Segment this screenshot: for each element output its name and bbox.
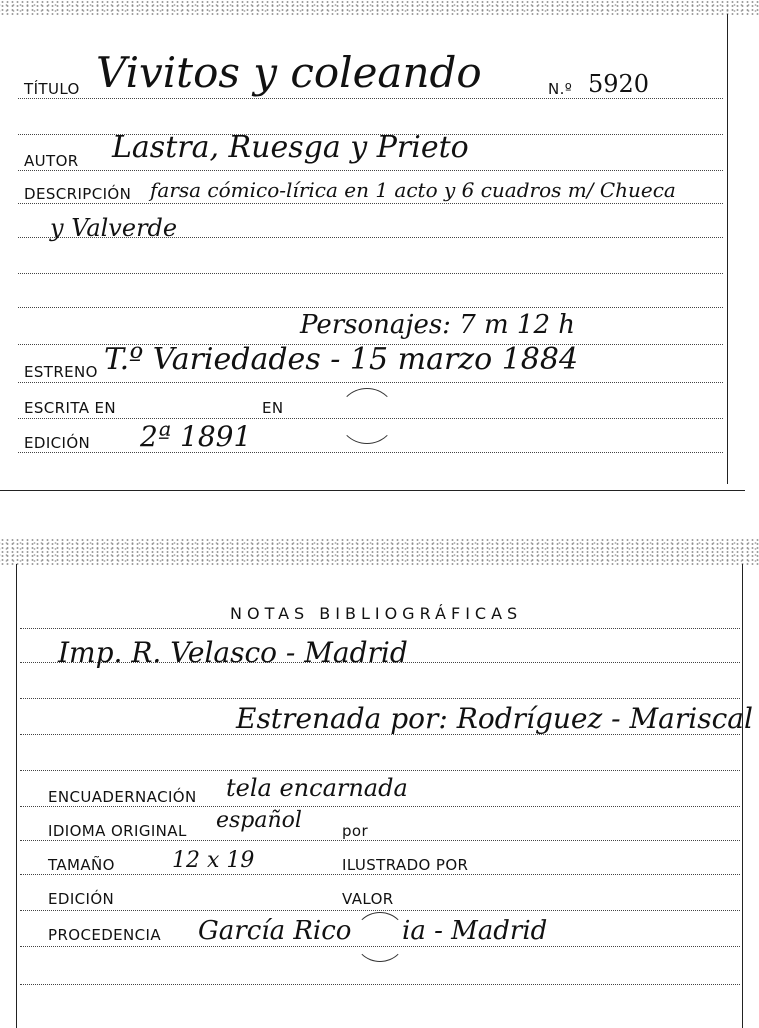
procedencia-label: PROCEDENCIA <box>48 926 162 944</box>
encuadernacion-value: tela encarnada <box>226 774 408 802</box>
tamano-value: 12 x 19 <box>172 848 255 873</box>
card-bottom-left-border <box>16 564 17 1028</box>
tamano-label: TAMAÑO <box>48 856 115 874</box>
numero-value: 5920 <box>588 70 650 98</box>
descripcion-line2: y Valverde <box>50 214 178 242</box>
ruled-line <box>20 910 740 911</box>
card-bottom-right-border <box>742 564 743 1028</box>
por-label: por <box>342 822 369 840</box>
titulo-value: Vivitos y coleando <box>96 48 482 97</box>
note-line-2: Estrenada por: Rodríguez - Mariscal <box>236 702 753 735</box>
ruled-line <box>20 984 740 985</box>
autor-label: AUTOR <box>24 152 79 170</box>
edicion-label: EDICIÓN <box>24 434 91 452</box>
descripcion-line1: farsa cómico-lírica en 1 acto y 6 cuadros m/ Chueca <box>150 178 676 202</box>
card-bottom-edge-texture <box>0 538 759 566</box>
idioma-label: IDIOMA ORIGINAL <box>48 822 187 840</box>
catalog-card-top <box>0 0 759 500</box>
autor-value: Lastra, Ruesga y Prieto <box>112 130 469 165</box>
notas-heading: NOTAS BIBLIOGRÁFICAS <box>230 604 523 623</box>
escrita-label: ESCRITA EN <box>24 399 117 417</box>
encuadernacion-label: ENCUADERNACIÓN <box>48 788 197 806</box>
valor-label: VALOR <box>342 890 394 908</box>
personajes-note: Personajes: 7 m 12 h <box>300 310 576 340</box>
edicion-label-bottom: EDICIÓN <box>48 890 115 908</box>
estreno-label: ESTRENO <box>24 363 98 381</box>
ruled-line <box>20 698 740 699</box>
estreno-value: T.º Variedades - 15 marzo 1884 <box>104 342 579 377</box>
ruled-line <box>20 770 740 771</box>
ruled-line <box>18 307 723 308</box>
numero-label: N.º <box>548 80 573 98</box>
ruled-line <box>18 203 723 204</box>
ruled-line <box>18 273 723 274</box>
ruled-line <box>18 98 723 99</box>
note-line-1: Imp. R. Velasco - Madrid <box>58 636 408 669</box>
ruled-line <box>18 452 723 453</box>
ruled-line <box>20 806 740 807</box>
idioma-value: español <box>216 808 302 833</box>
ruled-line <box>20 840 740 841</box>
en-label: EN <box>262 399 284 417</box>
catalog-card-bottom <box>0 538 759 1028</box>
descripcion-label: DESCRIPCIÓN <box>24 185 132 203</box>
ruled-line <box>20 628 740 629</box>
edicion-value: 2ª 1891 <box>140 420 252 453</box>
library-stamp-circle <box>338 388 396 444</box>
ruled-line <box>18 170 723 171</box>
procedencia-value-b: ia - Madrid <box>402 916 548 946</box>
card-top-edge-texture <box>0 0 759 16</box>
card-top-bottom-border <box>0 490 745 491</box>
card-top-right-border <box>727 14 728 484</box>
ilustrado-label: ILUSTRADO POR <box>342 856 469 874</box>
procedencia-value-a: García Rico <box>198 916 352 946</box>
ruled-line <box>20 874 740 875</box>
titulo-label: TÍTULO <box>24 80 80 98</box>
library-stamp-circle <box>354 912 406 962</box>
ruled-line <box>18 382 723 383</box>
